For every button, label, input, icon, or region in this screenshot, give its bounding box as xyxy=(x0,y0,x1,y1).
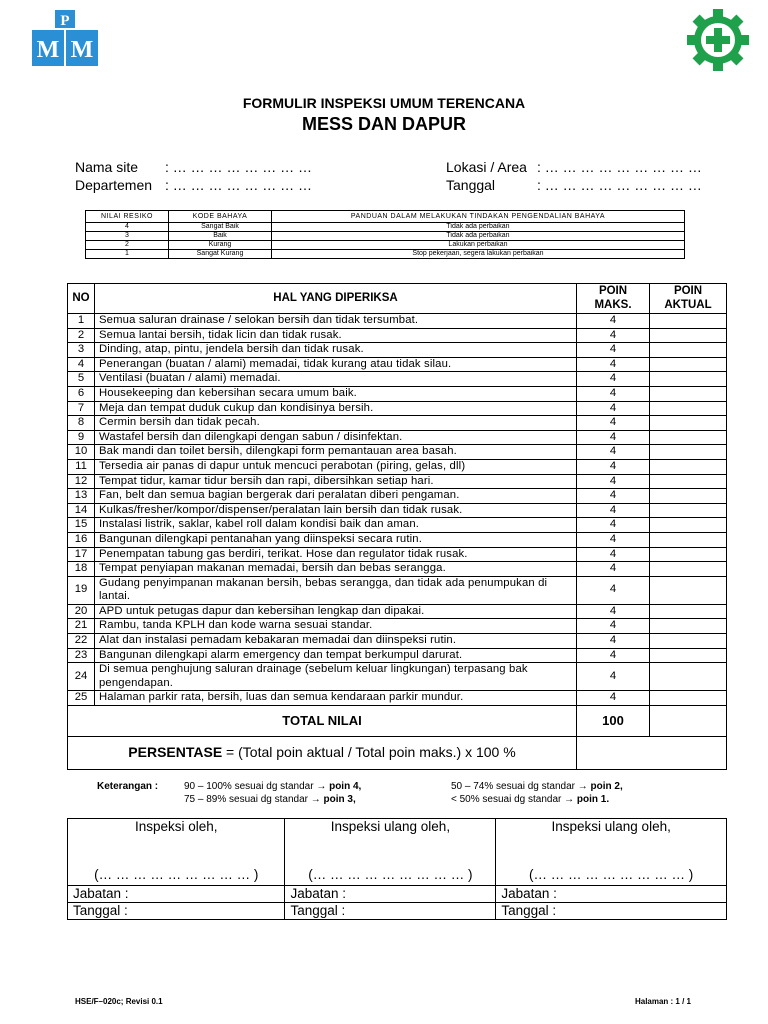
risk-guidance: Lakukan perbaikan xyxy=(272,241,685,250)
row-number: 17 xyxy=(68,547,95,562)
row-item: Meja dan tempat duduk cukup dan kondisinya bersih. xyxy=(95,401,577,416)
tanggal-field-2[interactable]: Tanggal : xyxy=(285,903,496,920)
checklist-row xyxy=(68,474,727,489)
percentage-formula-text: = (Total poin aktual / Total poin maks.) x 100 % xyxy=(222,744,516,761)
row-actual-points[interactable] xyxy=(650,328,727,343)
row-item: Tempat penyiapan makanan memadai, bersih dan bebas serangga. xyxy=(95,562,577,577)
row-item: Alat dan instalasi pemadam kebakaran memadai dan diinspeksi rutin. xyxy=(95,634,577,649)
checklist-row xyxy=(68,503,727,518)
row-number: 16 xyxy=(68,532,95,547)
checklist-row xyxy=(68,604,727,619)
row-max-points: 4 xyxy=(577,430,650,445)
risk-guidance: Tidak ada perbaikan xyxy=(272,223,685,232)
row-number: 20 xyxy=(68,604,95,619)
row-actual-points[interactable] xyxy=(650,343,727,358)
row-item: Ventilasi (buatan / alami) memadai. xyxy=(95,372,577,387)
row-number: 10 xyxy=(68,445,95,460)
row-number: 13 xyxy=(68,489,95,504)
row-actual-points[interactable] xyxy=(650,503,727,518)
risk-value: 3 xyxy=(86,232,169,241)
checklist-row xyxy=(68,401,727,416)
row-number: 4 xyxy=(68,357,95,372)
risk-header-nilai: NILAI RESIKO xyxy=(86,211,169,223)
row-actual-points[interactable] xyxy=(650,386,727,401)
row-actual-points[interactable] xyxy=(650,663,727,691)
checklist-row xyxy=(68,532,727,547)
lokasi-label: Lokasi / Area xyxy=(446,159,527,175)
row-max-points: 4 xyxy=(577,503,650,518)
row-actual-points[interactable] xyxy=(650,562,727,577)
risk-code: Sangat Baik xyxy=(169,223,272,232)
row-number: 15 xyxy=(68,518,95,533)
tanggal-field-1[interactable]: Tanggal : xyxy=(68,903,285,920)
form-subtitle: MESS DAN DAPUR xyxy=(301,114,466,134)
row-item: Semua saluran drainase / selokan bersih dan tidak tersumbat. xyxy=(95,314,577,329)
row-actual-points[interactable] xyxy=(650,357,727,372)
percentage-formula xyxy=(68,737,577,770)
dept-value: : … … … … … … … … xyxy=(165,177,313,193)
row-max-points: 4 xyxy=(577,518,650,533)
checklist-row xyxy=(68,691,727,706)
checklist-body xyxy=(68,314,727,706)
form-title: FORMULIR INSPEKSI UMUM TERENCANA xyxy=(242,95,526,111)
row-max-points: 4 xyxy=(577,604,650,619)
checklist-row xyxy=(68,576,727,604)
checklist-row xyxy=(68,562,727,577)
risk-row xyxy=(86,241,685,250)
row-item: Gudang penyimpanan makanan bersih, bebas serangga, dan tidak ada penumpukan di lantai. xyxy=(95,576,577,604)
row-actual-points[interactable] xyxy=(650,489,727,504)
svg-text:M: M xyxy=(70,37,94,63)
row-max-points: 4 xyxy=(577,401,650,416)
header-fields xyxy=(0,158,768,198)
row-number: 6 xyxy=(68,386,95,401)
keterangan-line-1: 90 – 100% sesuai dg standar → poin 4, xyxy=(184,781,362,792)
row-max-points: 4 xyxy=(577,474,650,489)
jabatan-field-3[interactable]: Jabatan : xyxy=(496,886,727,903)
row-item: Dinding, atap, pintu, jendela bersih dan tidak rusak. xyxy=(95,343,577,358)
keterangan xyxy=(97,780,737,808)
percentage-label: PERSENTASE xyxy=(128,744,223,761)
row-actual-points[interactable] xyxy=(650,619,727,634)
total-label: TOTAL NILAI xyxy=(68,706,577,737)
row-max-points: 4 xyxy=(577,663,650,691)
checklist-row xyxy=(68,445,727,460)
site-label: Nama site xyxy=(75,159,139,175)
site-value: : … … … … … … … … xyxy=(165,159,313,175)
keterangan-label: Keterangan : xyxy=(97,781,159,792)
row-max-points: 4 xyxy=(577,328,650,343)
row-max-points: 4 xyxy=(577,386,650,401)
risk-code: Sangat Kurang xyxy=(169,250,272,259)
risk-header-kode: KODE BAHAYA xyxy=(169,211,272,223)
row-item: Housekeeping dan kebersihan secara umum baik. xyxy=(95,386,577,401)
row-actual-points[interactable] xyxy=(650,518,727,533)
risk-row xyxy=(86,223,685,232)
row-max-points: 4 xyxy=(577,459,650,474)
signature-cell-2[interactable] xyxy=(285,819,496,886)
row-item: Bangunan dilengkapi alarm emergency dan tempat berkumpul darurat. xyxy=(95,648,577,663)
col-actual-header: POIN AKTUAL xyxy=(650,284,727,314)
row-actual-points[interactable] xyxy=(650,648,727,663)
tanggal-value: : … … … … … … … … … xyxy=(537,177,702,193)
risk-header-panduan: PANDUAN DALAM MELAKUKAN TINDAKAN PENGENDALIAN BAHAYA xyxy=(272,211,685,223)
checklist-row xyxy=(68,663,727,691)
col-item-header: HAL YANG DIPERIKSA xyxy=(95,284,577,314)
signature-title: Inspeksi oleh, xyxy=(134,819,218,834)
col-max-header: POIN MAKS. xyxy=(577,284,650,314)
row-item: Penempatan tabung gas berdiri, terikat. Hose dan regulator tidak rusak. xyxy=(95,547,577,562)
risk-guidance: Tidak ada perbaikan xyxy=(272,232,685,241)
row-actual-points[interactable] xyxy=(650,576,727,604)
row-number: 1 xyxy=(68,314,95,329)
row-item: Bak mandi dan toilet bersih, dilengkapi form pemantauan area basah. xyxy=(95,445,577,460)
row-actual-points[interactable] xyxy=(650,459,727,474)
row-number: 12 xyxy=(68,474,95,489)
risk-value: 2 xyxy=(86,241,169,250)
row-max-points: 4 xyxy=(577,343,650,358)
row-item: Semua lantai bersih, tidak licin dan tidak rusak. xyxy=(95,328,577,343)
pmm-logo xyxy=(30,10,100,68)
risk-value: 4 xyxy=(86,223,169,232)
svg-text:P: P xyxy=(60,13,70,29)
row-item: Tempat tidur, kamar tidur bersih dan rapi, dibersihkan setiap hari. xyxy=(95,474,577,489)
row-number: 22 xyxy=(68,634,95,649)
lokasi-value: : … … … … … … … … … xyxy=(537,159,702,175)
percentage-cell[interactable] xyxy=(577,737,727,770)
signature-cell-3[interactable] xyxy=(496,819,727,886)
checklist-row xyxy=(68,619,727,634)
risk-row xyxy=(86,232,685,241)
row-number: 24 xyxy=(68,663,95,691)
risk-guidance: Stop pekerjaan, segera lakukan perbaikan xyxy=(272,250,685,259)
row-number: 14 xyxy=(68,503,95,518)
tanggal-field-3[interactable]: Tanggal : xyxy=(496,903,727,920)
signature-name: (… … … … … … … … … ) xyxy=(529,867,694,882)
jabatan-field-2[interactable]: Jabatan : xyxy=(285,886,496,903)
row-number: 5 xyxy=(68,372,95,387)
keterangan-line-3: 50 – 74% sesuai dg standar → poin 2, xyxy=(451,781,623,792)
footer-doc-code: HSE/F–020c; Revisi 0.1 xyxy=(75,997,163,1006)
row-item: Halaman parkir rata, bersih, luas dan semua kendaraan parkir mundur. xyxy=(95,691,577,706)
checklist-row xyxy=(68,459,727,474)
keterangan-line-2: 75 – 89% sesuai dg standar → poin 3, xyxy=(184,794,356,805)
checklist-row xyxy=(68,489,727,504)
row-actual-points[interactable] xyxy=(650,430,727,445)
checklist-row xyxy=(68,372,727,387)
total-max: 100 xyxy=(577,706,650,737)
row-max-points: 4 xyxy=(577,532,650,547)
row-number: 21 xyxy=(68,619,95,634)
row-number: 19 xyxy=(68,576,95,604)
checklist-row xyxy=(68,518,727,533)
row-item: Rambu, tanda KPLH dan kode warna sesuai standar. xyxy=(95,619,577,634)
row-number: 11 xyxy=(68,459,95,474)
row-max-points: 4 xyxy=(577,489,650,504)
row-max-points: 4 xyxy=(577,357,650,372)
row-actual-points[interactable] xyxy=(650,547,727,562)
row-max-points: 4 xyxy=(577,547,650,562)
risk-row xyxy=(86,250,685,259)
row-actual-points[interactable] xyxy=(650,445,727,460)
signature-cell-1[interactable] xyxy=(68,819,285,886)
row-actual-points[interactable] xyxy=(650,314,727,329)
row-max-points: 4 xyxy=(577,576,650,604)
row-item: Di semua penghujung saluran drainage (sebelum keluar lingkungan) terpasang bak pengendapan. xyxy=(95,663,577,691)
row-number: 7 xyxy=(68,401,95,416)
risk-code: Kurang xyxy=(169,241,272,250)
row-actual-points[interactable] xyxy=(650,604,727,619)
checklist-table xyxy=(67,283,727,770)
row-item: Penerangan (buatan / alami) memadai, tidak kurang atau tidak silau. xyxy=(95,357,577,372)
row-number: 23 xyxy=(68,648,95,663)
row-item: APD untuk petugas dapur dan kebersihan lengkap dan dipakai. xyxy=(95,604,577,619)
row-actual-points[interactable] xyxy=(650,416,727,431)
keterangan-line-4: < 50% sesuai dg standar → poin 1. xyxy=(451,794,610,805)
checklist-row xyxy=(68,430,727,445)
total-actual-cell[interactable] xyxy=(650,706,727,737)
row-max-points: 4 xyxy=(577,372,650,387)
row-item: Bangunan dilengkapi pentanahan yang diinspeksi secara rutin. xyxy=(95,532,577,547)
row-max-points: 4 xyxy=(577,416,650,431)
footer-page: Halaman : 1 / 1 xyxy=(634,997,691,1006)
checklist-row xyxy=(68,328,727,343)
col-no-header: NO xyxy=(68,284,95,314)
tanggal-label: Tanggal xyxy=(446,177,496,193)
row-number: 8 xyxy=(68,416,95,431)
row-max-points: 4 xyxy=(577,314,650,329)
row-actual-points[interactable] xyxy=(650,372,727,387)
checklist-row xyxy=(68,416,727,431)
dept-label: Departemen xyxy=(75,177,153,193)
risk-value: 1 xyxy=(86,250,169,259)
signature-table xyxy=(67,818,727,920)
svg-text:M: M xyxy=(36,37,60,63)
signature-title: Inspeksi ulang oleh, xyxy=(551,819,671,834)
checklist-row xyxy=(68,343,727,358)
row-number: 18 xyxy=(68,562,95,577)
row-max-points: 4 xyxy=(577,445,650,460)
row-item: Wastafel bersih dan dilengkapi dengan sabun / disinfektan. xyxy=(95,430,577,445)
checklist-row xyxy=(68,648,727,663)
row-actual-points[interactable] xyxy=(650,474,727,489)
signature-name: (… … … … … … … … … ) xyxy=(308,867,473,882)
row-max-points: 4 xyxy=(577,691,650,706)
row-number: 2 xyxy=(68,328,95,343)
risk-table xyxy=(85,210,685,259)
row-max-points: 4 xyxy=(577,648,650,663)
signature-title: Inspeksi ulang oleh, xyxy=(330,819,451,834)
row-number: 25 xyxy=(68,691,95,706)
checklist-row xyxy=(68,357,727,372)
row-number: 9 xyxy=(68,430,95,445)
safety-cross-gear-icon xyxy=(686,8,750,72)
row-item: Tersedia air panas di dapur untuk mencuci perabotan (piring, gelas, dll) xyxy=(95,459,577,474)
signature-name: (… … … … … … … … … ) xyxy=(94,867,259,882)
row-item: Fan, belt dan semua bagian bergerak dari peralatan diberi pengaman. xyxy=(95,489,577,504)
row-actual-points[interactable] xyxy=(650,691,727,706)
row-actual-points[interactable] xyxy=(650,532,727,547)
checklist-row xyxy=(68,634,727,649)
checklist-row xyxy=(68,314,727,329)
checklist-row xyxy=(68,386,727,401)
row-item: Cermin bersih dan tidak pecah. xyxy=(95,416,577,431)
jabatan-field-1[interactable]: Jabatan : xyxy=(68,886,285,903)
checklist-row xyxy=(68,547,727,562)
risk-code: Baik xyxy=(169,232,272,241)
row-number: 3 xyxy=(68,343,95,358)
row-item: Kulkas/fresher/kompor/dispenser/peralatan lain bersih dan tidak rusak. xyxy=(95,503,577,518)
row-item: Instalasi listrik, saklar, kabel roll dalam kondisi baik dan aman. xyxy=(95,518,577,533)
row-max-points: 4 xyxy=(577,619,650,634)
row-max-points: 4 xyxy=(577,562,650,577)
row-actual-points[interactable] xyxy=(650,634,727,649)
row-max-points: 4 xyxy=(577,634,650,649)
row-actual-points[interactable] xyxy=(650,401,727,416)
